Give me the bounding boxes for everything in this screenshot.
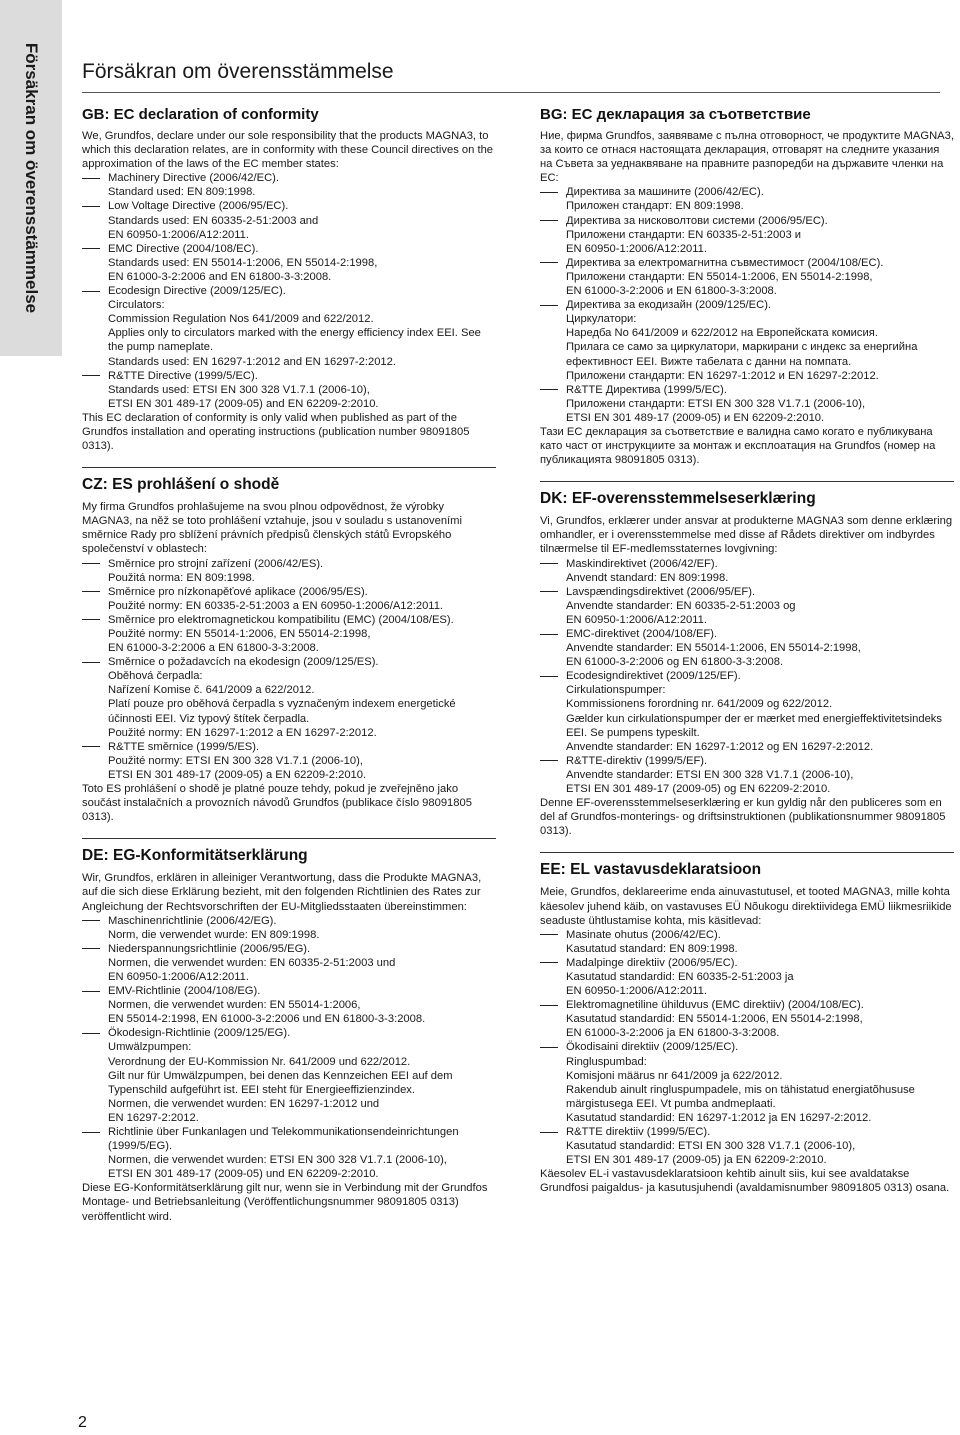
section-title: GB: EC declaration of conformity — [82, 106, 319, 123]
left-column — [82, 102, 496, 1238]
directive-item: Ecodesigndirektivet (2009/125/EF). Cirkulationspumper: Kommissionens forordning nr. 641/2009 og 622/2012. Gælder kun cirkulationspumper der er mærket med energieffektivitetsindeks EEI. Se pumpens typeskilt. Anvendte standarder: EN 16297-1:2012 og EN 16297-2:2012. — [540, 669, 954, 754]
right-column — [540, 102, 954, 1209]
header-divider — [82, 92, 940, 93]
section-intro: We, Grundfos, declare under our sole responsibility that the products MAGNA3, to which this declaration relates, are in conformity with these Council directives on the approximation of the laws of the EC member states: — [82, 130, 494, 171]
directive-item: R&TTE Директива (1999/5/EC). Приложени стандарти: ETSI EN 300 328 V1.7.1 (2006-10), ETSI EN 301 489-17 (2009-05) и EN 62209-2:2010. — [540, 383, 954, 425]
section-outro: Тази ЕС декларация за съответствие е валидна само когато е публикувана като част от инструкциите за монтаж и експлоатация на Grundfos (номер на публикацията 98091805 0313). — [540, 425, 936, 467]
page-title: Försäkran om överensstämmelse — [82, 60, 394, 83]
directive-item: Low Voltage Directive (2006/95/EC). Standards used: EN 60335-2-51:2003 and EN 60950-1:2006/A12:2011. — [82, 199, 496, 241]
section-title: DE: EG-Konformitätserklärung — [82, 847, 308, 865]
directive-item: Směrnice o požadavcích na ekodesign (2009/125/ES). Oběhová čerpadla: Nařízení Komise č. 641/2009 a 622/2012. Platí pouze pro oběhová čerpadla s vyznačeným indexem energetické účinnosti EEI. Viz typový štítek čerpadla. Použité normy: EN 16297-1:2012 a EN 16297-2:2012. — [82, 655, 496, 740]
section-title: CZ: ES prohlášení o shodě — [82, 476, 280, 494]
directive-item: Ecodesign Directive (2009/125/EC). Circulators: Commission Regulation Nos 641/2009 and 622/2012. Applies only to circulators marked with the energy efficiency index EEI. See the pump nameplate. Standards used: EN 16297-1:2012 and EN 16297-2:2012. — [82, 284, 496, 369]
section-bg — [540, 106, 954, 467]
section-intro: Vi, Grundfos, erklærer under ansvar at produkterne MAGNA3 som denne erklæring omhandler, er i overensstemmelse med disse af Rådets direktiver om indbyrdes tilnærmelse til EF-medlemsstaternes lovgivning: — [540, 515, 953, 556]
section-title: DK: EF-overensstemmelseserklæring — [540, 490, 816, 508]
side-tab-label: Försäkran om överensstämmelse — [22, 42, 41, 314]
directive-item: Směrnice pro elektromagnetickou kompatibilitu (EMC) (2004/108/ES). Použité normy: EN 55014-1:2006, EN 55014-2:1998, EN 61000-3-2:2006 a EN 61800-3-3:2008. — [82, 613, 496, 655]
directive-item: Ökodisaini direktiiv (2009/125/EC). Ringluspumbad: Komisjoni määrus nr 641/2009 ja 622/2012. Rakendub ainult ringluspumpadele, mis on tähistatud energiatõhususe märgistusega EEI. Vt pumba andmeplaati. Kasutatud standardid: EN 16297-1:2012 ja EN 16297-2:2012. — [540, 1040, 954, 1125]
section-outro: Käesolev EL-i vastavusdeklaratsioon kehtib ainult siis, kui see avaldatakse Grundfosi paigaldus- ja kasutusjuhendi (avaldamisnumber 98091805 0313) osana. — [540, 1168, 950, 1195]
directive-item: Směrnice pro strojní zařízení (2006/42/ES). Použitá norma: EN 809:1998. — [82, 557, 496, 585]
side-tab — [0, 0, 62, 356]
section-title: EE: EL vastavusdeklaratsioon — [540, 861, 762, 879]
directive-item: Lavspændingsdirektivet (2006/95/EF). Anvendte standarder: EN 60335-2-51:2003 og EN 60950-1:2006/A12:2011. — [540, 585, 954, 627]
section-gb — [82, 106, 496, 453]
directive-item: Machinery Directive (2006/42/EC). Standard used: EN 809:1998. — [82, 171, 496, 199]
section-intro: Meie, Grundfos, deklareerime enda ainuvastutusel, et tooted MAGNA3, mille kohta käesolev juhend käib, on vastavuses EÜ Nõukogu direktiividega EMÜ liikmesriikide seaduste ühtlustamise kohta, mis käsitlevad: — [540, 886, 952, 927]
directive-item: R&TTE směrnice (1999/5/ES). Použité normy: ETSI EN 300 328 V1.7.1 (2006-10), ETSI EN 301 489-17 (2009-05) a EN 62209-2:2010. — [82, 740, 496, 782]
section-outro: Denne EF-overensstemmelseserklæring er kun gyldig når den publiceres som en del af Grundfos-monterings- og driftsinstruktionen (publikationsnummer 98091805 0313). — [540, 797, 946, 838]
directive-item: R&TTE Directive (1999/5/EC). Standards used: ETSI EN 300 328 V1.7.1 (2006-10), ETSI EN 301 489-17 (2009-05) and EN 62209-2:2010. — [82, 369, 496, 411]
directive-item: Директива за електромагнитна съвместимост (2004/108/EC). Приложени стандарти: EN 55014-1:2006, EN 55014-2:1998, EN 61000-3-2:2006 и EN 61800-3-3:2008. — [540, 256, 954, 298]
section-title: BG: ЕС декларация за съответствие — [540, 106, 811, 123]
section-intro: Wir, Grundfos, erklären in alleiniger Verantwortung, dass die Produkte MAGNA3, auf die sich diese Erklärung bezieht, mit den folgenden Richtlinien des Rates zur Angleichung der Rechtsvorschriften der EU-Mitgliedsstaaten übereinstimmen: — [82, 872, 482, 913]
section-outro: This EC declaration of conformity is only valid when published as part of the Grundfos installation and operating instructions (publication number 98091805 0313). — [82, 411, 470, 453]
directive-item: Maschinenrichtlinie (2006/42/EG). Norm, die verwendet wurde: EN 809:1998. — [82, 914, 496, 942]
directive-item: Ökodesign-Richtlinie (2009/125/EG). Umwälzpumpen: Verordnung der EU-Kommission Nr. 641/2009 und 622/2012. Gilt nur für Umwälzpumpen, bei denen das Kennzeichen EEI auf dem Typenschild aufgeführt ist. EEI steht für Energieeffizienzindex. Normen, die verwendet wurden: EN 16297-1:2012 und EN 16297-2:2012. — [82, 1026, 496, 1125]
directive-item: EMC-direktivet (2004/108/EF). Anvendte standarder: EN 55014-1:2006, EN 55014-2:1998, EN 61000-3-2:2006 og EN 61800-3-3:2008. — [540, 627, 954, 669]
directive-item: Masinate ohutus (2006/42/EC). Kasutatud standard: EN 809:1998. — [540, 928, 954, 956]
directive-item: Директива за нисковолтови системи (2006/95/EC). Приложени стандарти: EN 60335-2-51:2003 и EN 60950-1:2006/A12:2011. — [540, 214, 954, 256]
directive-item: EMV-Richtlinie (2004/108/EG). Normen, die verwendet wurden: EN 55014-1:2006, EN 55014-2:1998, EN 61000-3-2:2006 und EN 61800-3-3:2008. — [82, 984, 496, 1026]
directive-item: Директива за екодизайн (2009/125/EC). Циркулатори: Наредба No 641/2009 и 622/2012 на Европейската комисия. Прилага се само за циркулатори, маркирани с индекс за енергийна ефективност EEI. Вижте табелата с данни на помпата. Приложени стандарти: EN 16297-1:2012 и EN 16297-2:2012. — [540, 298, 954, 383]
directive-item: Директива за машините (2006/42/EC). Приложен стандарт: EN 809:1998. — [540, 185, 954, 213]
section-cz — [82, 467, 496, 824]
directive-item: Niederspannungsrichtlinie (2006/95/EG). Normen, die verwendet wurden: EN 60335-2-51:2003 und EN 60950-1:2006/A12:2011. — [82, 942, 496, 984]
directive-item: R&TTE direktiiv (1999/5/EC). Kasutatud standardid: ETSI EN 300 328 V1.7.1 (2006-10), ETSI EN 301 489-17 (2009-05) ja EN 62209-2:2010. — [540, 1125, 954, 1167]
directive-item: R&TTE-direktiv (1999/5/EF). Anvendte standarder: ETSI EN 300 328 V1.7.1 (2006-10), ETSI EN 301 489-17 (2009-05) og EN 62209-2:2010. — [540, 754, 954, 796]
directive-item: Richtlinie über Funkanlagen und Telekommunikationsendeinrichtungen (1999/5/EG). Normen, die verwendet wurden: ETSI EN 300 328 V1.7.1 (2006-10), ETSI EN 301 489-17 (2009-05) und EN 62209-2:2010. — [82, 1125, 496, 1181]
directive-item: Elektromagnetiline ühilduvus (EMC direktiiv) (2004/108/EC). Kasutatud standardid: EN 55014-1:2006, EN 55014-2:1998, EN 61000-3-2:2006 ja EN 61800-3-3:2008. — [540, 998, 954, 1040]
section-intro: Ние, фирма Grundfos, заявяваме с пълна отговорност, че продуктите MAGNA3, за които се отнася настоящата декларация, отговарят на следните указания на Съвета за уеднаквяване на правните разпоредби на държавите членки на ЕС: — [540, 130, 954, 185]
directive-item: Maskindirektivet (2006/42/EF). Anvendt standard: EN 809:1998. — [540, 557, 954, 585]
section-ee — [540, 852, 954, 1195]
section-outro: Toto ES prohlášení o shodě je platné pouze tehdy, pokud je zveřejněno jako součást instalačních a provozních návodů Grundfos (publikace číslo 98091805 0313). — [82, 783, 472, 824]
directive-item: Směrnice pro nízkonapěťové aplikace (2006/95/ES). Použité normy: EN 60335-2-51:2003 a EN 60950-1:2006/A12:2011. — [82, 585, 496, 613]
section-intro: My firma Grundfos prohlašujeme na svou plnou odpovědnost, že výrobky MAGNA3, na něž se toto prohlášení vztahuje, jsou v souladu s ustanoveními směrnice Rady pro sblížení právních předpisů členských států Evropského společenství v oblastech: — [82, 501, 462, 556]
directive-item: Madalpinge direktiiv (2006/95/EC). Kasutatud standardid: EN 60335-2-51:2003 ja EN 60950-1:2006/A12:2011. — [540, 956, 954, 998]
directive-item: EMC Directive (2004/108/EC). Standards used: EN 55014-1:2006, EN 55014-2:1998, EN 61000-3-2:2006 and EN 61800-3-3:2008. — [82, 242, 496, 284]
section-outro: Diese EG-Konformitätserklärung gilt nur, wenn sie in Verbindung mit der Grundfos Montage- und Betriebsanleitung (Veröffentlichungsnummer 98091805 0313) veröffentlicht wird. — [82, 1182, 488, 1223]
page-number: 2 — [78, 1414, 87, 1431]
section-dk — [540, 481, 954, 838]
section-de — [82, 838, 496, 1223]
